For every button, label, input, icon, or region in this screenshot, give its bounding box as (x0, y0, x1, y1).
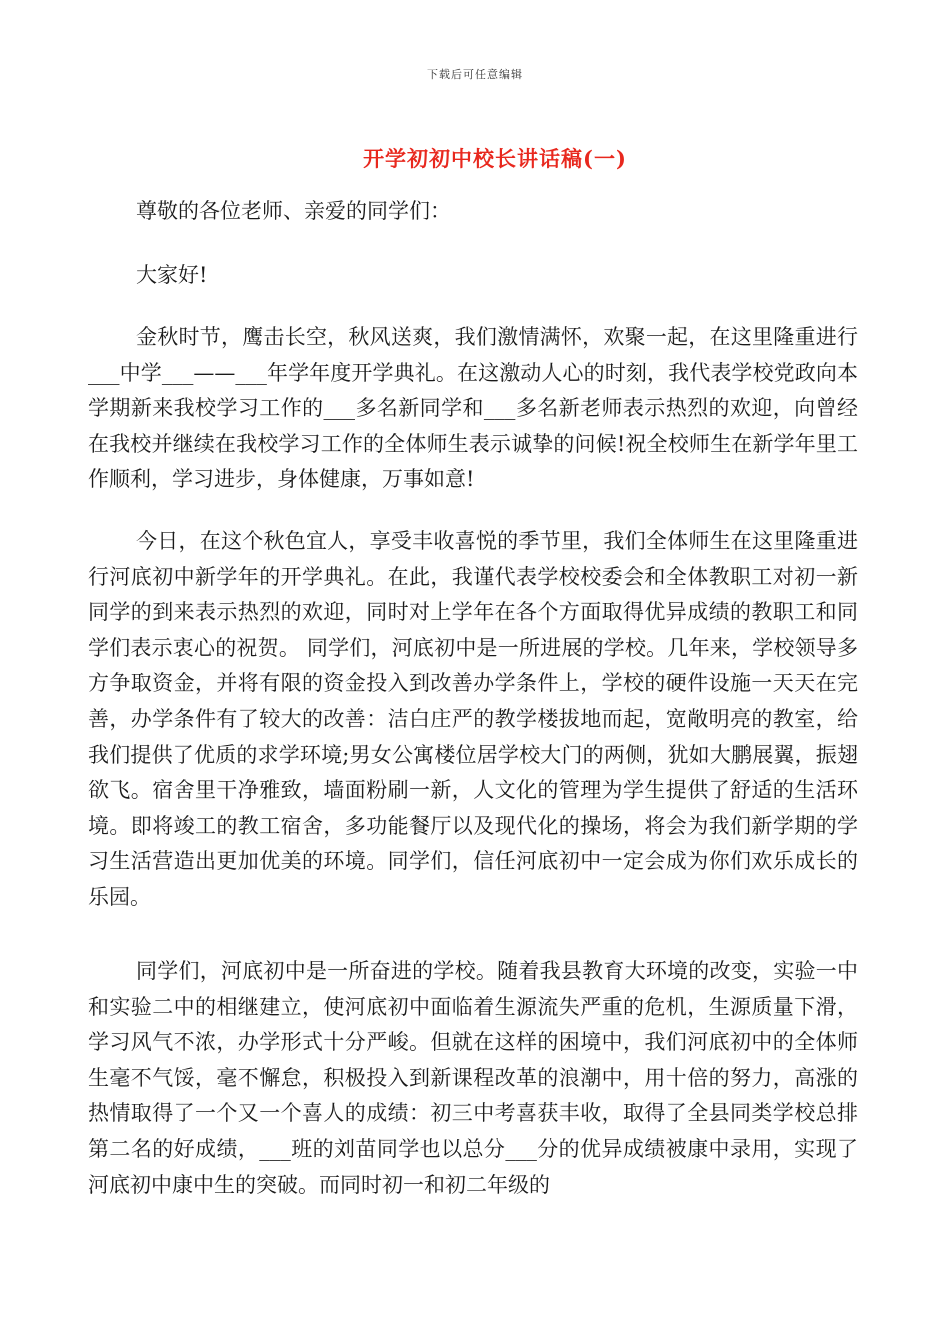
paragraph-1: 金秋时节，鹰击长空，秋风送爽，我们激情满怀，欢聚一起，在这里隆重进行___中学___——___年学年度开学典礼。在这激动人心的时刻，我代表学校党政向本学期新来我校学习工作的___多名新同学和___多名新老师表示热烈的欢迎，向曾经在我校并继续在我校学习工作的全体师生表示诚挚的问候!祝全校师生在新学年里工作顺利，学习进步，身体健康，万事如意! (88, 325, 858, 492)
salutation: 尊敬的各位老师、亲爱的同学们： (136, 199, 451, 223)
greeting: 大家好! (136, 263, 208, 287)
header-note: 下载后可任意编辑 (427, 68, 523, 81)
paragraph-3: 同学们，河底初中是一所奋进的学校。随着我县教育大环境的改变，实验一中和实验二中的相继建立，使河底初中面临着生源流失严重的危机，生源质量下滑，学习风气不浓，办学形式十分严峻。但就在这样的困境中，我们河底初中的全体师生毫不气馁，毫不懈怠，积极投入到新课程改革的浪潮中，用十倍的努力，高涨的热情取得了一个又一个喜人的成绩：初三中考喜获丰收，取得了全县同类学校总排第二名的好成绩，___班的刘苗同学也以总分___分的优异成绩被康中录用，实现了河底初中康中生的突破。而同时初一和初二年级的 (88, 959, 858, 1197)
document-title: 开学初初中校长讲话稿(一) (363, 146, 627, 171)
paragraph-2: 今日，在这个秋色宜人，享受丰收喜悦的季节里，我们全体师生在这里隆重进行河底初中新学年的开学典礼。在此，我谨代表学校校委会和全体教职工对初一新同学的到来表示热烈的欢迎，同时对上学年在各个方面取得优异成绩的教职工和同学们表示衷心的祝贺。 同学们，河底初中是一所进展的学校。几年来，学校领导多方争取资金，并将有限的资金投入到改善办学条件上，学校的硬件设施一天天在完善，办学条件有了较大的改善：洁白庄严的教学楼拔地而起，宽敞明亮的教室，给我们提供了优质的求学环境;男女公寓楼位居学校大门的两侧，犹如大鹏展翼，振翅欲飞。宿舍里干净雅致，墙面粉刷一新，人文化的管理为学生提供了舒适的生活环境。即将竣工的教工宿舍，多功能餐厅以及现代化的操场，将会为我们新学期的学习生活营造出更加优美的环境。同学们，信任河底初中一定会成为你们欢乐成长的乐园。 (88, 529, 858, 909)
